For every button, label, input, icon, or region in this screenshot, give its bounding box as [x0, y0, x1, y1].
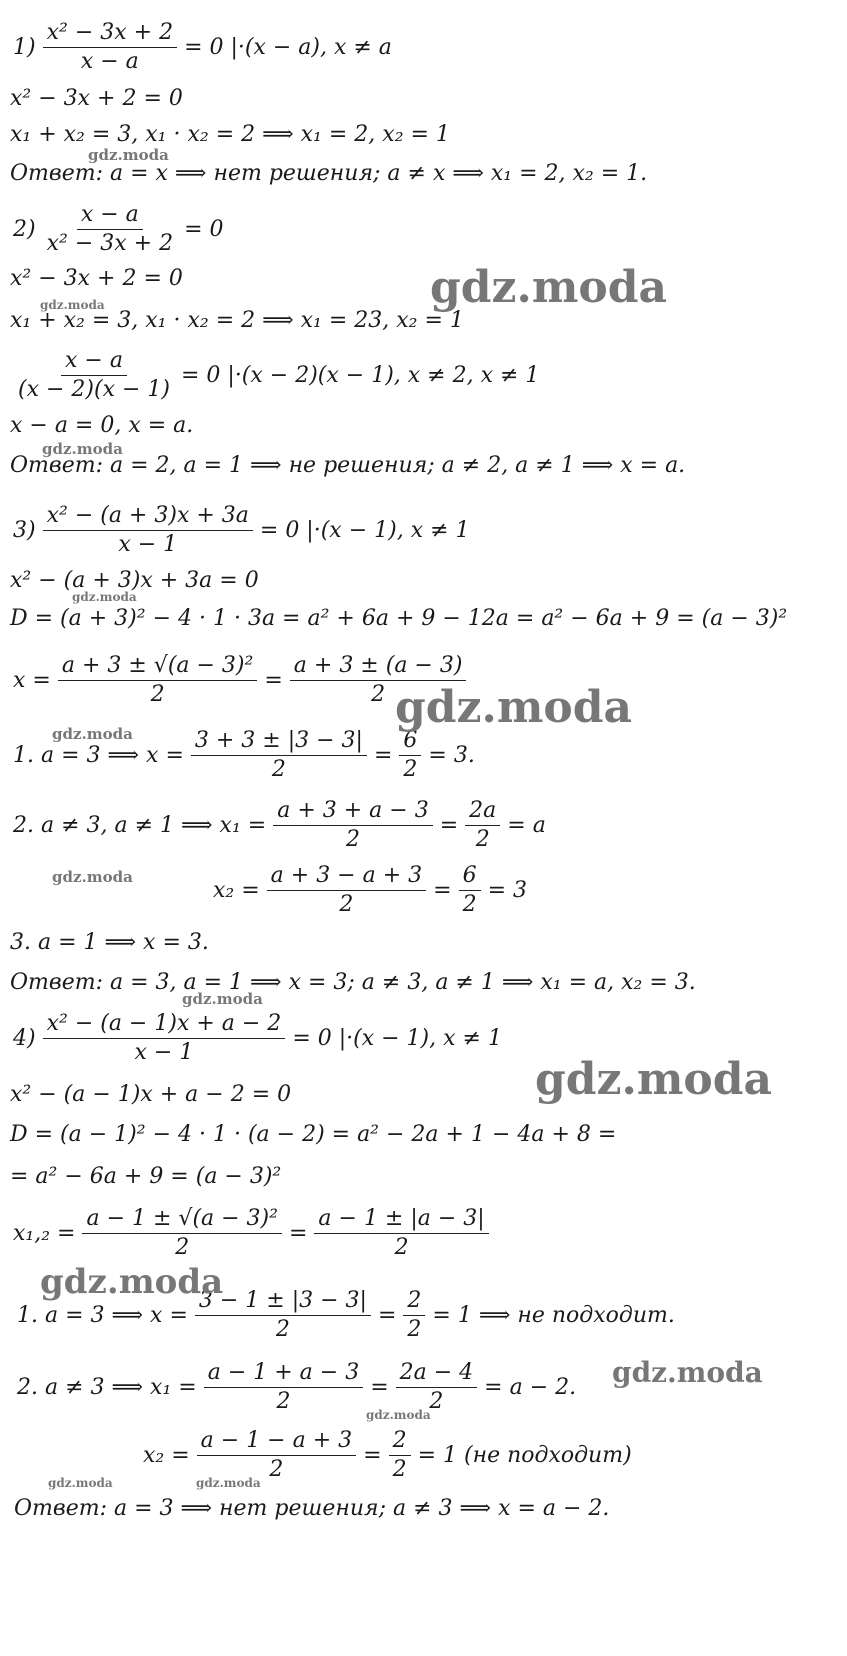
numerator: a + 3 − a + 3	[267, 865, 427, 891]
math-text: 1. a = 3 ⟹ x =	[17, 1302, 188, 1328]
math-text: =	[288, 1220, 308, 1246]
math-text: = 1 ⟹ не подходит.	[432, 1302, 675, 1328]
math-text: 2. a ≠ 3, a ≠ 1 ⟹ x₁ =	[13, 812, 267, 838]
numerator: x − a	[61, 350, 127, 376]
fraction	[43, 22, 177, 73]
math-text: =	[377, 1302, 397, 1328]
math-text: =	[264, 667, 283, 693]
math-text: x₂ =	[143, 1442, 190, 1468]
math-text: = 0	[184, 216, 224, 242]
denominator: (x − 2)(x − 1)	[18, 377, 170, 402]
watermark: gdz.moda	[72, 590, 137, 604]
fraction	[273, 800, 433, 851]
math-text: =	[373, 742, 393, 768]
numerator: 3 − 1 ± |3 − 3|	[195, 1290, 371, 1316]
numerator: x² − 3x + 2	[43, 22, 177, 48]
math-text: 1)	[13, 34, 36, 60]
math-text: 2. a ≠ 3 ⟹ x₁ =	[17, 1374, 197, 1400]
denominator: 2	[276, 1389, 291, 1414]
math-line-l19: Ответ: a = 3, a = 1 ⟹ x = 3; a ≠ 3, a ≠ 1 ⟹ x₁ = a, x₂ = 3.	[10, 970, 696, 995]
numerator: x² − (a + 3)x + 3a	[43, 505, 253, 531]
watermark: gdz.moda	[48, 1476, 113, 1490]
numerator: 6	[399, 730, 421, 756]
fraction	[314, 1208, 488, 1259]
denominator: 2	[345, 827, 360, 852]
fraction	[396, 1362, 478, 1413]
numerator: 2	[389, 1430, 411, 1456]
numerator: 6	[459, 865, 481, 891]
math-line-l17	[210, 865, 530, 916]
math-line-l7: x₁ + x₂ = 3, x₁ · x₂ = 2 ⟹ x₁ = 23, x₂ = 1	[10, 308, 464, 333]
fraction	[43, 204, 177, 255]
fraction	[43, 1013, 286, 1064]
math-text: x =	[13, 667, 51, 693]
fraction	[14, 350, 174, 401]
numerator: a − 1 ± √(a − 3)²	[82, 1208, 282, 1234]
math-text: = 3.	[428, 742, 475, 768]
math-text: = 0 |·(x − 2)(x − 1), x ≠ 2, x ≠ 1	[180, 362, 540, 388]
math-line-l6: x² − 3x + 2 = 0	[10, 266, 183, 291]
denominator: 2	[371, 682, 386, 707]
denominator: x − 1	[134, 1040, 194, 1065]
math-line-l26	[14, 1362, 579, 1413]
math-line-l21: x² − (a − 1)x + a − 2 = 0	[10, 1082, 292, 1107]
denominator: 2	[403, 757, 418, 782]
math-text: =	[439, 812, 459, 838]
numerator: a − 1 − a + 3	[197, 1430, 357, 1456]
denominator: 2	[150, 682, 165, 707]
math-text: = 3	[487, 877, 528, 903]
math-line-l10: Ответ: a = 2, a = 1 ⟹ не решения; a ≠ 2, a ≠ 1 ⟹ x = a.	[10, 453, 686, 478]
math-line-l20	[10, 1013, 505, 1064]
denominator: 2	[271, 757, 286, 782]
math-text: x₂ =	[213, 877, 260, 903]
fraction	[465, 800, 500, 851]
watermark: gdz.moda	[182, 990, 263, 1008]
math-text: =	[363, 1442, 382, 1468]
numerator: a + 3 + a − 3	[273, 800, 433, 826]
denominator: x − a	[80, 49, 139, 74]
watermark: gdz.moda	[52, 725, 133, 743]
math-text: = 0 |·(x − 1), x ≠ 1	[259, 517, 470, 543]
fraction	[191, 730, 367, 781]
denominator: 2	[275, 1317, 290, 1342]
fraction	[403, 1290, 425, 1341]
numerator: 2a − 4	[396, 1362, 478, 1388]
watermark: gdz.moda	[88, 146, 169, 164]
math-text: = a − 2.	[484, 1374, 577, 1400]
numerator: x − a	[77, 204, 143, 230]
watermark: gdz.moda	[196, 1476, 261, 1490]
fraction	[58, 655, 258, 706]
math-text: = 0 |·(x − a), x ≠ a	[184, 34, 392, 60]
numerator: 3 + 3 ± |3 − 3|	[191, 730, 367, 756]
watermark: gdz.moda	[366, 1408, 431, 1422]
watermark: gdz.moda	[430, 262, 668, 313]
math-line-l22: D = (a − 1)² − 4 · 1 · (a − 2) = a² − 2a + 1 − 4a + 8 =	[10, 1122, 617, 1147]
numerator: 2	[403, 1290, 425, 1316]
denominator: 2	[407, 1317, 422, 1342]
denominator: 2	[269, 1457, 284, 1482]
watermark: gdz.moda	[535, 1054, 773, 1105]
denominator: 2	[392, 1457, 407, 1482]
math-line-l1	[10, 22, 395, 73]
numerator: a − 1 + a − 3	[204, 1362, 364, 1388]
math-line-l2: x² − 3x + 2 = 0	[10, 86, 183, 111]
watermark: gdz.moda	[40, 1262, 224, 1302]
fraction	[204, 1362, 364, 1413]
watermark: gdz.moda	[52, 868, 133, 886]
math-line-l12: x² − (a + 3)x + 3a = 0	[10, 568, 259, 593]
math-line-l27	[140, 1430, 635, 1481]
numerator: a + 3 ± (a − 3)	[290, 655, 467, 681]
math-text: 3)	[13, 517, 36, 543]
math-line-l18: 3. a = 1 ⟹ x = 3.	[10, 930, 209, 955]
math-line-l11	[10, 505, 473, 556]
fraction	[399, 730, 421, 781]
math-text: = a	[507, 812, 546, 838]
denominator: 2	[475, 827, 490, 852]
fraction	[197, 1430, 357, 1481]
fraction	[389, 1430, 411, 1481]
math-text: 4)	[13, 1025, 36, 1051]
math-line-l13: D = (a + 3)² − 4 · 1 · 3a = a² + 6a + 9 − 12a = a² − 6a + 9 = (a − 3)²	[10, 606, 788, 631]
numerator: 2a	[465, 800, 500, 826]
fraction	[459, 865, 481, 916]
watermark: gdz.moda	[42, 440, 123, 458]
fraction	[267, 865, 427, 916]
numerator: a − 1 ± |a − 3|	[314, 1208, 488, 1234]
math-text: 1. a = 3 ⟹ x =	[13, 742, 184, 768]
math-line-l8	[10, 350, 542, 401]
watermark: gdz.moda	[612, 1356, 763, 1389]
math-line-l23: = a² − 6a + 9 = (a − 3)²	[10, 1164, 282, 1189]
numerator: a + 3 ± √(a − 3)²	[58, 655, 258, 681]
math-line-l9: x − a = 0, x = a.	[10, 413, 194, 438]
math-line-l3: x₁ + x₂ = 3, x₁ · x₂ = 2 ⟹ x₁ = 2, x₂ = 1	[10, 122, 450, 147]
math-text: =	[370, 1374, 389, 1400]
math-line-l24	[10, 1208, 493, 1259]
math-line-l5	[10, 204, 227, 255]
watermark: gdz.moda	[40, 298, 105, 312]
denominator: 2	[175, 1235, 190, 1260]
denominator: 2	[339, 892, 354, 917]
math-text: 2)	[13, 216, 36, 242]
denominator: x − 1	[118, 532, 178, 557]
denominator: 2	[394, 1235, 409, 1260]
math-line-l28: Ответ: a = 3 ⟹ нет решения; a ≠ 3 ⟹ x = a − 2.	[14, 1496, 610, 1521]
fraction	[43, 505, 253, 556]
denominator: 2	[462, 892, 477, 917]
math-text: = 1 (не подходит)	[417, 1442, 632, 1468]
denominator: x² − 3x + 2	[46, 231, 174, 256]
math-text: x₁,₂ =	[13, 1220, 76, 1246]
math-text: =	[433, 877, 452, 903]
numerator: x² − (a − 1)x + a − 2	[43, 1013, 286, 1039]
math-text: = 0 |·(x − 1), x ≠ 1	[292, 1025, 502, 1051]
watermark: gdz.moda	[395, 682, 633, 733]
math-line-l16	[10, 800, 549, 851]
fraction	[82, 1208, 282, 1259]
denominator: 2	[429, 1389, 444, 1414]
math-line-l4: Ответ: a = x ⟹ нет решения; a ≠ x ⟹ x₁ = 2, x₂ = 1.	[10, 161, 648, 186]
